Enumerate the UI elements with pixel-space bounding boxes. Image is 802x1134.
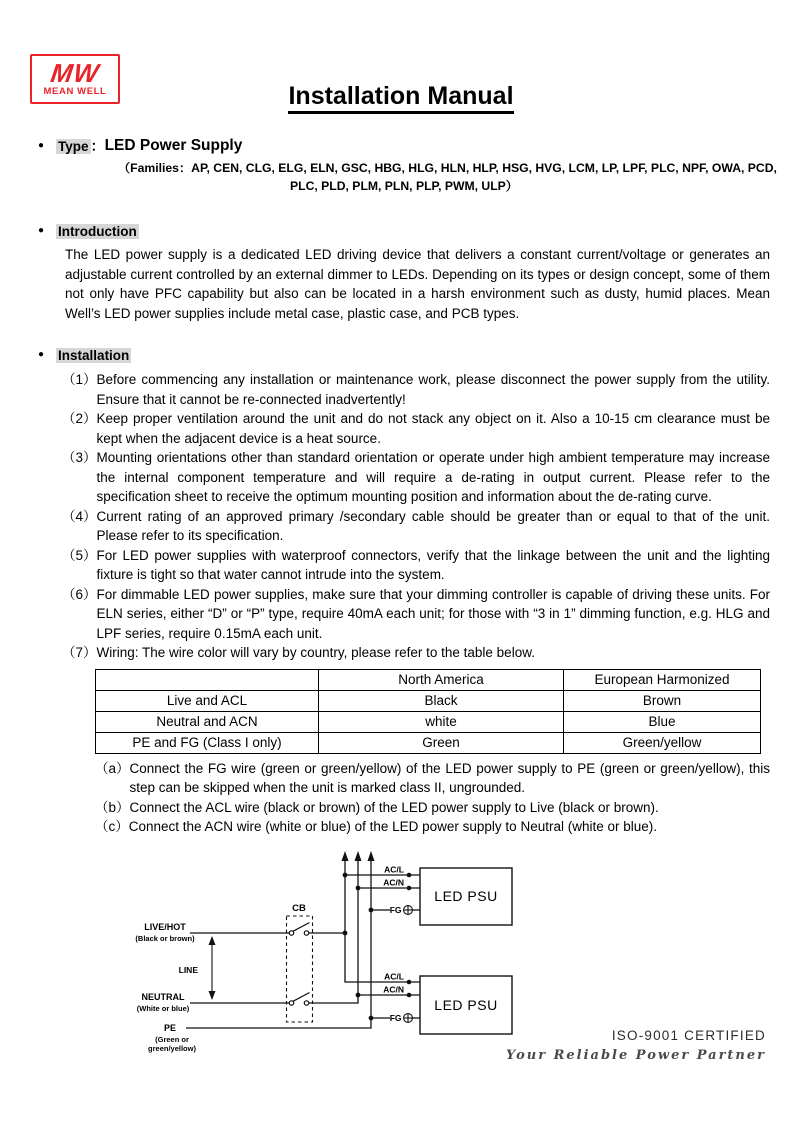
table-header-european-harmonized: European Harmonized — [564, 669, 761, 690]
slogan-text: Your Reliable Power Partner — [505, 1048, 766, 1063]
wiring-substep — [95, 817, 770, 837]
installation-step — [62, 643, 770, 663]
installation-step — [62, 546, 770, 585]
meanwell-logo-mark: MW — [48, 58, 102, 88]
introduction-body: The LED power supply is a dedicated LED driving device that delivers a constant current/voltage or generates an adjustable current controlled by an external dimmer to LEDs. Depending on its types or design concept, some of them not only have PFC capability but also can be located in a harsh environment such as dusty, humid places. Mean Well’s LED power supplies include metal case, plastic case, and PCB types. — [65, 247, 770, 321]
page-footer — [506, 1028, 766, 1063]
neutral-label: NEUTRAL — [141, 991, 185, 1002]
table-row — [96, 732, 761, 753]
table-cell: Live and ACL — [96, 690, 319, 711]
table-cell: Black — [319, 690, 564, 711]
psu2-acn-label: AC/N — [383, 984, 404, 994]
psu1-acn-label: AC/N — [383, 877, 404, 887]
installation-heading: Installation — [58, 347, 130, 363]
step-number: （6） — [62, 586, 97, 602]
step-text: For LED power supplies with waterproof connectors, verify that the linkage between the unit and the lighting fixture is tight so that water cannot intrude into the system. — [96, 547, 770, 582]
introduction-heading: Introduction — [58, 223, 137, 239]
breaker-switch-neutral — [289, 992, 309, 1005]
step-number: （7） — [62, 645, 97, 660]
step-text: Wiring: The wire color will vary by country, please refer to the table below. — [96, 645, 535, 660]
step-number: （4） — [62, 508, 97, 524]
substep-text: Connect the ACN wire (white or blue) of the LED power supply to Neutral (white or blue). — [128, 819, 657, 834]
step-text: Current rating of an approved primary /secondary cable should be greater than or equal to that of the unit. Please refer to its specification. — [96, 508, 770, 543]
wiring-substeps — [38, 759, 770, 837]
type-value: LED Power Supply — [104, 137, 243, 154]
step-number: （3） — [62, 450, 97, 465]
substep-letter: （a） — [95, 760, 130, 776]
table-header-blank — [96, 669, 319, 690]
live-hot-sublabel: (Black or brown) — [135, 933, 195, 943]
step-text: Before commencing any installation or maintenance work, please disconnect the power supply from the utility. Ensure that it cannot be re-connected inadvertently! — [96, 372, 770, 407]
meanwell-logo-wordmark: MEAN WELL — [43, 86, 107, 97]
bus-continuation-arrows — [342, 851, 375, 861]
line-span-arrow — [209, 936, 216, 1000]
pe-sublabel-2: green/yellow) — [148, 1043, 196, 1053]
families-line-2: PLC, PLD, PLM, PLN, PLP, PWM, ULP） — [290, 179, 518, 193]
circuit-breaker-label: CB — [292, 902, 306, 914]
bullet-icon: ● — [38, 140, 45, 151]
led-psu-2-label: LED PSU — [434, 996, 498, 1013]
installation-step — [62, 409, 770, 448]
live-hot-label: LIVE/HOT — [144, 921, 186, 932]
substep-text: Connect the ACL wire (black or brown) of the LED power supply to Live (black or brown). — [129, 799, 659, 815]
table-cell: PE and FG (Class I only) — [96, 732, 319, 753]
iso-certified-text: ISO-9001 CERTIFIED — [611, 1028, 766, 1043]
pe-sublabel-1: (Green or — [155, 1034, 189, 1044]
families-prefix: （Families： — [118, 161, 192, 175]
installation-step — [62, 370, 770, 409]
families-names-1: AP, CEN, CLG, ELG, ELN, GSC, HBG, HLG, HLN, HLP, HSG, HVG, LCM, LP, LPF, PLC, NPF, OWA, PCD, — [191, 161, 777, 175]
bullet-icon: ● — [38, 349, 45, 360]
step-number: （5） — [62, 547, 97, 563]
table-cell: white — [319, 711, 564, 732]
table-cell: Neutral and ACN — [96, 711, 319, 732]
installation-step — [62, 448, 770, 507]
psu1-fg-label: FG — [389, 904, 402, 915]
table-row — [96, 711, 761, 732]
step-text: Mounting orientations other than standard orientation or operate under high ambient temperature may increase the internal component temperature and will require a de-rating in output current. Please refer to the specification sheet to receive the optimum mounting position and information about the de-rating curve. — [96, 450, 770, 504]
type-section-heading — [38, 136, 770, 156]
families-list — [38, 159, 777, 195]
table-cell: Brown — [564, 690, 761, 711]
wiring-substep — [95, 759, 770, 798]
table-header-north-america: North America — [319, 669, 564, 690]
table-cell: Blue — [564, 711, 761, 732]
page-title: Installation Manual — [288, 82, 513, 114]
type-colon: ： — [90, 138, 105, 154]
psu2-ground-symbol — [404, 1013, 413, 1022]
installation-steps — [38, 370, 770, 663]
installation-step — [62, 585, 770, 644]
breaker-switch-live — [289, 922, 309, 935]
psu2-fg-label: FG — [389, 1012, 402, 1023]
title-row — [0, 82, 802, 111]
junction-dots — [343, 872, 412, 1020]
pe-label: PE — [163, 1022, 177, 1033]
psu2-acl-label: AC/L — [384, 971, 404, 981]
substep-text: Connect the FG wire (green or green/yellow) of the LED power supply to PE (green or green/yellow), this step can be skipped when the unit is marked class II, ungrounded. — [129, 760, 770, 795]
substep-letter: （c） — [95, 819, 129, 834]
installation-step — [62, 507, 770, 546]
table-header-row — [96, 669, 761, 690]
step-number: （1） — [62, 372, 97, 387]
step-text: Keep proper ventilation around the unit and do not stack any object on it. Also a 10-15 cm clearance must be kept when the adjacent device is a heat source. — [96, 411, 770, 446]
neutral-sublabel: (White or blue) — [136, 1003, 190, 1013]
type-label: Type — [58, 138, 89, 154]
installation-section-heading — [38, 345, 770, 365]
families-line-1 — [38, 159, 777, 177]
led-psu-1-label: LED PSU — [434, 887, 498, 904]
wire-color-table — [95, 669, 761, 754]
table-cell: Green — [319, 732, 564, 753]
table-row — [96, 690, 761, 711]
step-text: For dimmable LED power supplies, make sure that your dimming controller is capable of driving these units. For ELN series, either “D” or “P” type, require 40mA each unit; for those with “3 in 1” dimming function, e.g. HLG and LPF series, require 0.15mA each unit. — [96, 586, 770, 641]
document-body — [38, 136, 777, 1071]
step-number: （2） — [62, 411, 97, 426]
introduction-section-heading — [38, 221, 770, 241]
table-cell: Green/yellow — [564, 732, 761, 753]
psu1-ground-symbol — [404, 905, 413, 914]
substep-letter: （b） — [95, 799, 130, 815]
bullet-icon: ● — [38, 225, 45, 236]
wiring-substep — [95, 798, 770, 818]
line-label: LINE — [178, 964, 198, 975]
psu1-acl-label: AC/L — [384, 864, 404, 874]
